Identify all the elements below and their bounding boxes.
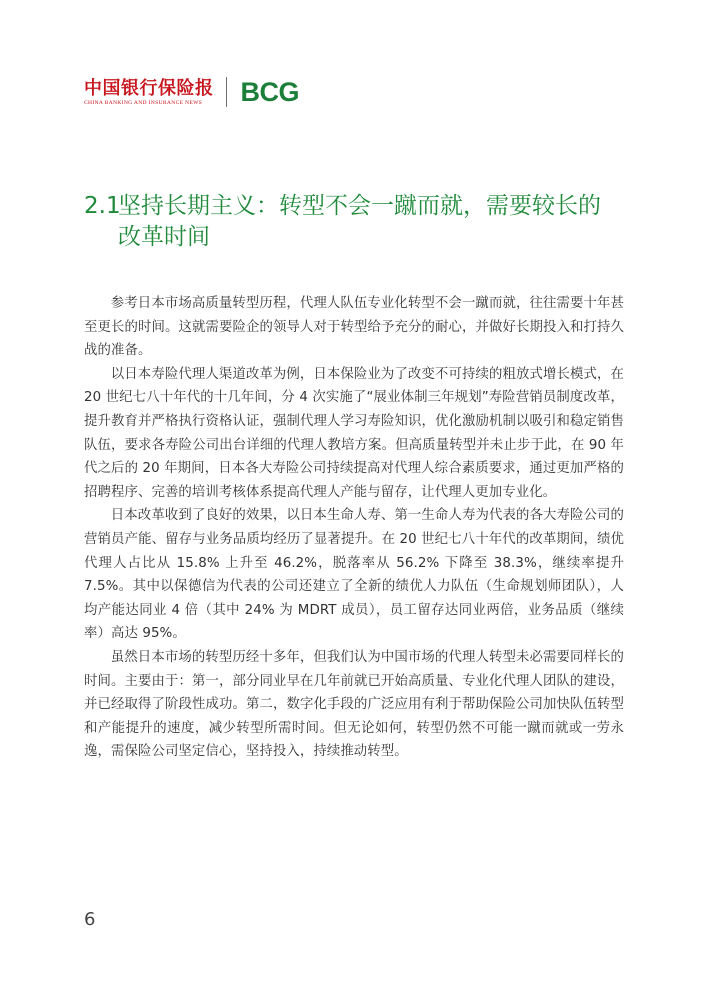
section-title-line2: 改革时间	[118, 224, 210, 250]
page-header	[84, 72, 299, 112]
publisher-name-en: CHINA BANKING AND INSURANCE NEWS	[84, 99, 203, 106]
paragraph-3: 日本改革收到了良好的效果，以日本生命人寿、第一生命人寿为代表的各大寿险公司的营销员产能、留存与业务品质均经历了显著提升。在 20 世纪七八十年代的改革期间，绩优代理人占比从 15.8% 上升至 46.2%，脱落率从 56.2% 下降至 38.3%，继续率提升 7.5%。其中以保德信为代表的公司还建立了全新的绩优人力队伍（生命规划师团队），人均产能达同业 4 倍（其中 24% 为 MDRT 成员），员工留存达同业两倍，业务品质（继续率）高达 95%。	[84, 508, 624, 642]
body-text	[84, 292, 624, 764]
publisher-name-cn: 中国银行保险报	[84, 77, 214, 99]
paragraph-2: 以日本寿险代理人渠道改革为例，日本保险业为了改变不可持续的粗放式增长模式，在 20 世纪七八十年代的十几年间，分 4 次实施了“展业体制三年规划”寿险营销员制度改革，提升教育并严格执行资格认证，强制代理人学习寿险知识，优化激励机制以吸引和稳定销售队伍，要求各寿险公司出台详细的代理人教培方案。但高质量转型并未止步于此，在 90 年代之后的 20 年期间，日本各大寿险公司持续提高对代理人综合素质要求，通过更加严格的招聘程序、完善的培训考核体系提高代理人产能与留存，让代理人更加专业化。	[84, 366, 624, 500]
section-heading	[84, 191, 624, 253]
paragraph-4: 虽然日本市场的转型历经十多年，但我们认为中国市场的代理人转型未必需要同样长的时间。主要由于：第一，部分同业早在几年前就已开始高质量、专业化代理人团队的建设，并已经取得了阶段性成功。第二，数字化手段的广泛应用有利于帮助保险公司加快队伍转型和产能提升的速度，减少转型所需时间。但无论如何，转型仍然不可能一蹴而就或一劳永逸，需保险公司坚定信心，坚持投入，持续推动转型。	[84, 649, 624, 760]
bcg-logo: BCG	[240, 77, 299, 107]
section-number: 2.1	[84, 193, 121, 219]
logo-divider	[226, 77, 227, 107]
page-number: 6	[84, 909, 96, 930]
section-title-line1: 坚持长期主义：转型不会一蹴而就，需要较长的	[118, 193, 601, 219]
publisher-logo	[84, 79, 214, 106]
paragraph-1: 参考日本市场高质量转型历程，代理人队伍专业化转型不会一蹴而就，往往需要十年甚至更长的时间。这就需要险企的领导人对于转型给予充分的耐心，并做好长期投入和打持久战的准备。	[84, 296, 624, 359]
